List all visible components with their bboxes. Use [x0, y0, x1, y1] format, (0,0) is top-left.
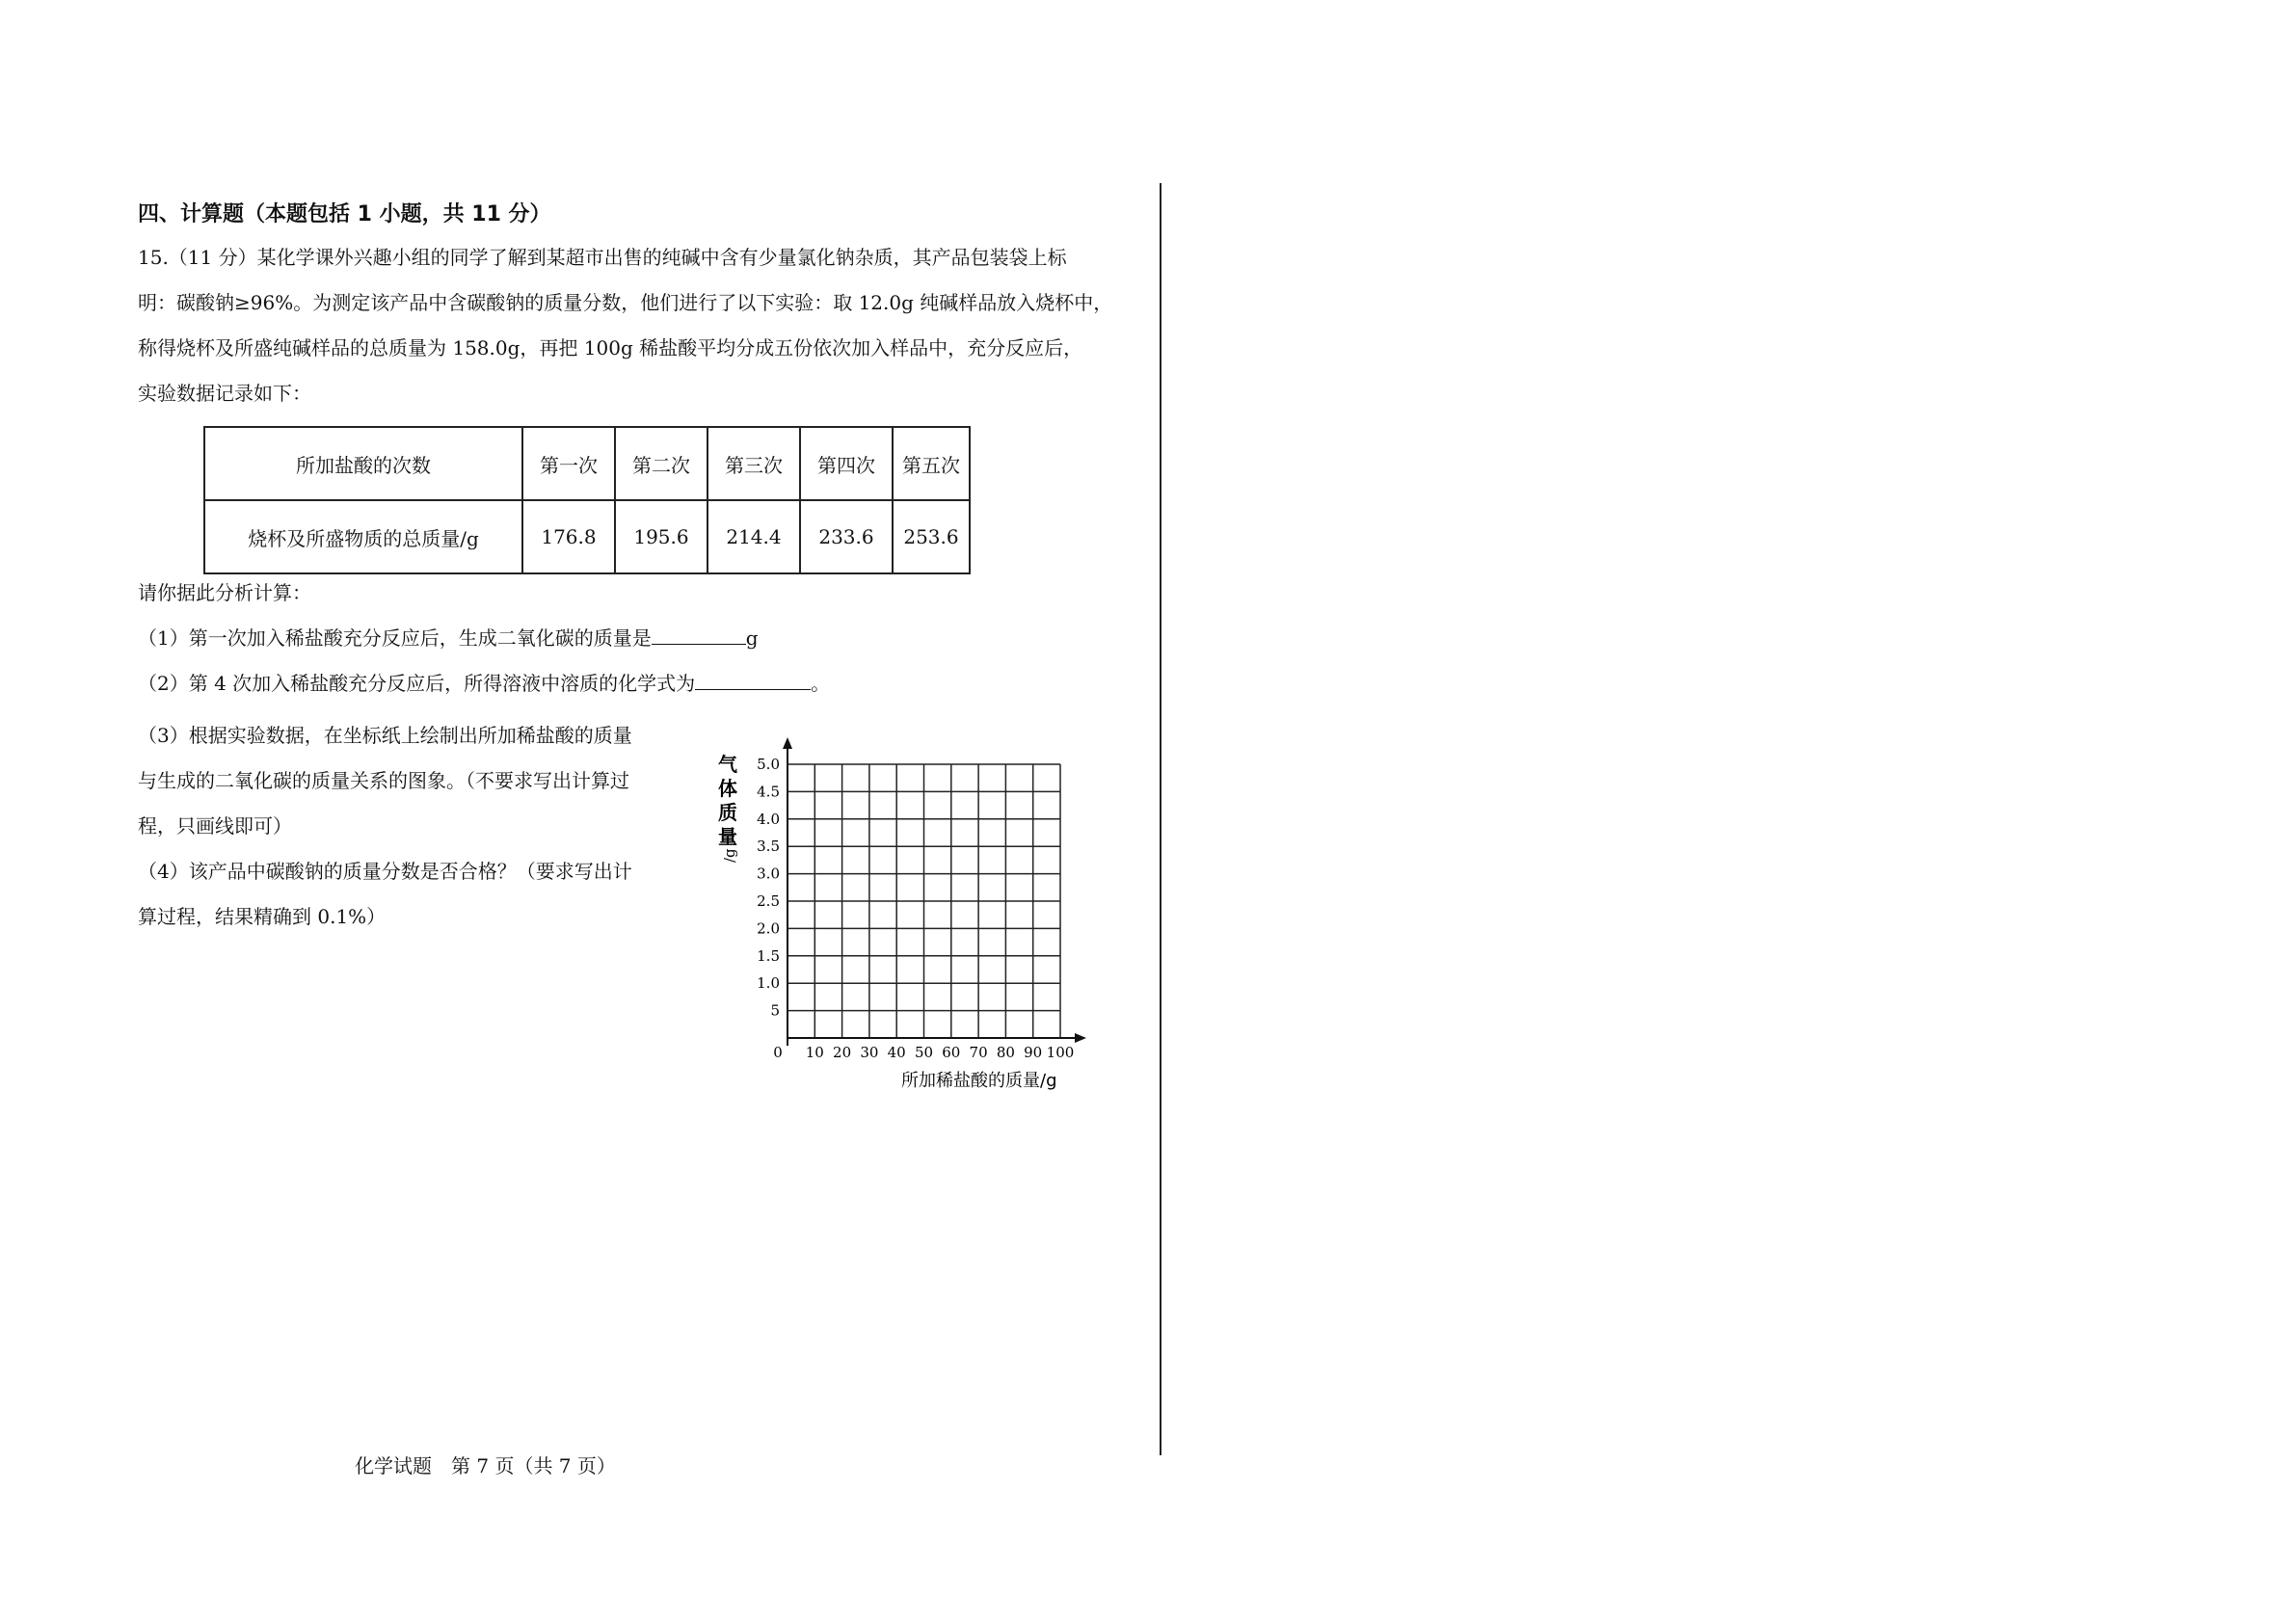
y-tick-label: 1.5	[757, 946, 780, 965]
y-tick-label: 3.0	[757, 865, 780, 883]
table-cell: 所加盐酸的次数	[204, 427, 522, 500]
question-column	[138, 198, 1121, 416]
grid-lines	[788, 764, 1060, 1038]
table-cell: 233.6	[800, 500, 893, 573]
sub-question-1	[138, 616, 830, 661]
sub-questions-3-4	[138, 713, 697, 940]
sub-question-3-line-1: （3）根据实验数据，在坐标纸上绘制出所加稀盐酸的质量	[138, 724, 632, 747]
x-tick-label: 60	[942, 1044, 961, 1061]
table-cell: 195.6	[615, 500, 707, 573]
coordinate-grid	[718, 737, 1094, 1094]
table-cell: 214.4	[707, 500, 800, 573]
x-axis-label: 所加稀盐酸的质量/g	[901, 1071, 1057, 1091]
x-axis-arrow	[1075, 1033, 1086, 1043]
y-label-char: 体	[718, 777, 737, 800]
table-row	[204, 500, 970, 573]
table-cell: 第二次	[615, 427, 707, 500]
y-axis-arrow	[783, 737, 792, 749]
table-cell: 第三次	[707, 427, 800, 500]
answer-blank-2[interactable]	[695, 670, 811, 690]
sub-question-4-line-1: （4）该产品中碳酸钠的质量分数是否合格？（要求写出计	[138, 860, 632, 883]
y-tick-label: 5	[770, 1001, 780, 1020]
question-line-3: 称得烧杯及所盛纯碱样品的总质量为 158.0g，再把 100g 稀盐酸平均分成五份依次加入样品中，充分反应后，	[138, 336, 1083, 359]
table-header-row	[204, 427, 970, 500]
page-footer: 化学试题 第 7 页（共 7 页）	[355, 1454, 616, 1477]
answer-blank-1[interactable]	[652, 625, 746, 645]
table-cell: 第五次	[893, 427, 970, 500]
table-cell: 176.8	[522, 500, 615, 573]
data-table	[203, 426, 971, 574]
table-cell: 第四次	[800, 427, 893, 500]
x-tick-label: 20	[833, 1044, 852, 1061]
analysis-prompt: 请你据此分析计算：	[138, 581, 311, 604]
question-line-2: 明：碳酸钠≥96%。为测定该产品中含碳酸钠的质量分数，他们进行了以下实验：取 12.0g 纯碱样品放入烧杯中，	[138, 291, 1113, 314]
x-tick-label: 70	[969, 1044, 988, 1061]
column-divider	[1160, 183, 1161, 1455]
sub-question-1-text: （1）第一次加入稀盐酸充分反应后，生成二氧化碳的质量是	[138, 626, 652, 650]
sub-question-2	[138, 661, 830, 706]
y-tick-label: 4.5	[757, 783, 780, 801]
y-tick-labels	[757, 756, 780, 1020]
x-tick-label: 30	[860, 1044, 879, 1061]
x-tick-labels	[806, 1044, 1075, 1061]
section-title: 四、计算题（本题包括 1 小题，共 11 分）	[138, 202, 551, 226]
sub-question-4-line-2: 算过程，结果精确到 0.1%）	[138, 905, 387, 928]
y-tick-label: 4.0	[757, 810, 780, 828]
table-cell: 烧杯及所盛物质的总质量/g	[204, 500, 522, 573]
sub-question-1-unit: g	[745, 626, 759, 650]
question-line-1: 15.（11 分）某化学课外兴趣小组的同学了解到某超市出售的纯碱中含有少量氯化钠杂质，其产品包装袋上标	[138, 246, 1067, 269]
y-label-char: 质	[718, 801, 737, 824]
table-cell: 第一次	[522, 427, 615, 500]
sub-question-2-end: 。	[811, 672, 831, 695]
y-tick-label: 2.0	[757, 919, 780, 938]
sub-questions	[138, 571, 830, 706]
x-tick-label: 100	[1046, 1044, 1075, 1061]
y-tick-label: 1.0	[757, 974, 780, 993]
sub-question-3-line-2: 与生成的二氧化碳的质量关系的图象。（不要求写出计算过	[138, 769, 629, 792]
sub-question-3-line-3: 程，只画线即可）	[138, 814, 292, 838]
y-label-char: 气	[718, 753, 737, 776]
table-cell: 253.6	[893, 500, 970, 573]
y-axis-unit: /g	[721, 848, 738, 863]
sub-question-2-text: （2）第 4 次加入稀盐酸充分反应后，所得溶液中溶质的化学式为	[138, 672, 696, 695]
x-tick-label: 10	[805, 1044, 824, 1061]
x-tick-label: 40	[887, 1044, 906, 1061]
question-line-4: 实验数据记录如下：	[138, 382, 311, 405]
y-label-char: 量	[718, 825, 737, 848]
y-tick-label: 5.0	[757, 756, 780, 773]
origin-label: 0	[773, 1044, 783, 1061]
y-tick-label: 2.5	[757, 892, 780, 910]
y-tick-label: 3.5	[757, 838, 780, 856]
x-tick-label: 90	[1024, 1044, 1043, 1061]
y-axis-label	[718, 753, 737, 848]
x-tick-label: 50	[914, 1044, 934, 1061]
x-tick-label: 80	[996, 1044, 1015, 1061]
